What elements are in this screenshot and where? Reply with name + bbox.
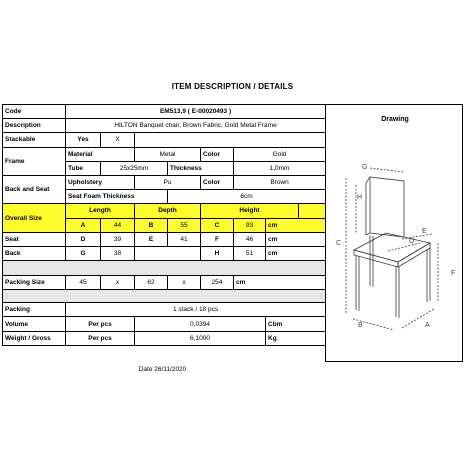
row-back bbox=[3, 246, 326, 260]
drawing-title: Drawing bbox=[381, 116, 409, 123]
packing-size-x1: x bbox=[101, 276, 135, 290]
label-e: E bbox=[422, 228, 427, 235]
dim-c-letter: C bbox=[201, 218, 234, 232]
dim-e-value: 41 bbox=[168, 232, 201, 246]
foam-value: 6cm bbox=[168, 190, 326, 204]
gap-row bbox=[3, 290, 326, 303]
upholstery-label: Upholstery bbox=[66, 175, 135, 189]
thickness-label: Thickness bbox=[168, 161, 234, 175]
packing-size-width: 62 bbox=[135, 276, 168, 290]
frame-color-value: Gold bbox=[234, 147, 326, 161]
label-g: G bbox=[362, 164, 368, 171]
thickness-value: 1,0mm bbox=[234, 161, 326, 175]
dim-e-letter: E bbox=[135, 232, 168, 246]
dim-b-letter: B bbox=[135, 218, 168, 232]
row-volume bbox=[3, 317, 326, 331]
gap-row bbox=[3, 261, 326, 276]
dim-line-d bbox=[388, 243, 420, 251]
row-code bbox=[3, 105, 326, 119]
stackable-label: Stackable bbox=[3, 133, 66, 147]
row-stackable bbox=[3, 133, 326, 147]
dim-h-letter: H bbox=[201, 246, 234, 260]
weight-value: 6,1000 bbox=[135, 331, 266, 345]
depth-label: Depth bbox=[135, 204, 201, 218]
row-upholstery bbox=[3, 175, 326, 189]
code-label: Code bbox=[3, 105, 66, 119]
packing-size-label: Packing Size bbox=[3, 276, 66, 290]
volume-value: 0,0394 bbox=[135, 317, 266, 331]
description-value: HILTON Banquet chair, Brown Fabric, Gold Metal Frame bbox=[66, 119, 326, 133]
tube-label: Tube bbox=[66, 161, 101, 175]
label-f: F bbox=[451, 270, 456, 277]
row-description bbox=[3, 119, 326, 133]
seat-unit: cm bbox=[266, 232, 326, 246]
row-seat bbox=[3, 232, 326, 246]
label-c: C bbox=[336, 240, 342, 247]
overall-size-label: Overall Size bbox=[3, 204, 66, 232]
packing-size-x2: x bbox=[168, 276, 201, 290]
chair-back-edge bbox=[366, 177, 370, 183]
date-label: Date 26/11/2020 bbox=[138, 366, 187, 373]
row-packing-size bbox=[3, 276, 326, 290]
dim-h-value: 51 bbox=[234, 246, 266, 260]
back-unit: cm bbox=[266, 246, 326, 260]
row-frame-material bbox=[3, 147, 326, 161]
label-d: D bbox=[409, 238, 415, 245]
overall-unit: cm bbox=[266, 218, 326, 232]
stackable-mark: X bbox=[101, 133, 135, 147]
drawing-panel bbox=[325, 104, 463, 362]
material-value: Metal bbox=[135, 147, 201, 161]
code-value: EM513,9 ( E-00020493 ) bbox=[66, 105, 326, 119]
dim-g-letter: G bbox=[66, 246, 101, 260]
chair-seat bbox=[354, 233, 430, 262]
packing-value: 1 stack / 18 pcs bbox=[66, 303, 326, 317]
height-label: Height bbox=[201, 204, 299, 218]
label-b: B bbox=[358, 322, 363, 329]
dim-a-letter: A bbox=[66, 218, 101, 232]
dim-line-e bbox=[402, 234, 432, 239]
spec-table bbox=[2, 104, 326, 346]
dim-g-value: 38 bbox=[101, 246, 135, 260]
upholstery-color-value: Brown bbox=[234, 175, 326, 189]
dim-f-letter: F bbox=[201, 232, 234, 246]
page-title: ITEM DESCRIPTION / DETAILS bbox=[171, 82, 294, 91]
label-h: H bbox=[357, 194, 363, 201]
dim-c-value: 93 bbox=[234, 218, 266, 232]
label-a: A bbox=[425, 322, 430, 329]
volume-unit: Cbm bbox=[266, 317, 326, 331]
back-label: Back bbox=[3, 246, 66, 260]
chair-backrest bbox=[370, 177, 404, 237]
weight-unit: Kg bbox=[266, 331, 326, 345]
volume-label: Volume bbox=[3, 317, 66, 331]
row-weight bbox=[3, 331, 326, 345]
upholstery-value: Pu bbox=[135, 175, 201, 189]
dim-d-letter: D bbox=[66, 232, 101, 246]
frame-color-label: Color bbox=[201, 147, 234, 161]
dim-a-value: 44 bbox=[101, 218, 135, 232]
packing-size-height: 254 bbox=[201, 276, 234, 290]
row-packing bbox=[3, 303, 326, 317]
packing-size-unit: cm bbox=[234, 276, 326, 290]
seat-label: Seat bbox=[3, 232, 66, 246]
dim-f-value: 46 bbox=[234, 232, 266, 246]
stackable-yes: Yes bbox=[66, 133, 101, 147]
back-seat-label: Back and Seat bbox=[3, 175, 66, 203]
dim-b-value: 55 bbox=[168, 218, 201, 232]
dim-d-value: 39 bbox=[101, 232, 135, 246]
description-label: Description bbox=[3, 119, 66, 133]
length-label: Length bbox=[66, 204, 135, 218]
volume-per: Per pcs bbox=[66, 317, 135, 331]
upholstery-color-label: Color bbox=[201, 175, 234, 189]
packing-size-length: 45 bbox=[66, 276, 101, 290]
tube-value: 25x25mm bbox=[101, 161, 168, 175]
weight-label: Weight / Gross bbox=[3, 331, 66, 345]
foam-label: Seat Foam Thickness bbox=[66, 190, 168, 204]
chair-drawing bbox=[326, 105, 464, 363]
material-label: Material bbox=[66, 147, 135, 161]
weight-per: Per pcs bbox=[66, 331, 135, 345]
packing-label: Packing bbox=[3, 303, 66, 317]
dim-line-g bbox=[370, 168, 404, 172]
frame-label: Frame bbox=[3, 147, 66, 175]
row-overall-header bbox=[3, 204, 326, 218]
